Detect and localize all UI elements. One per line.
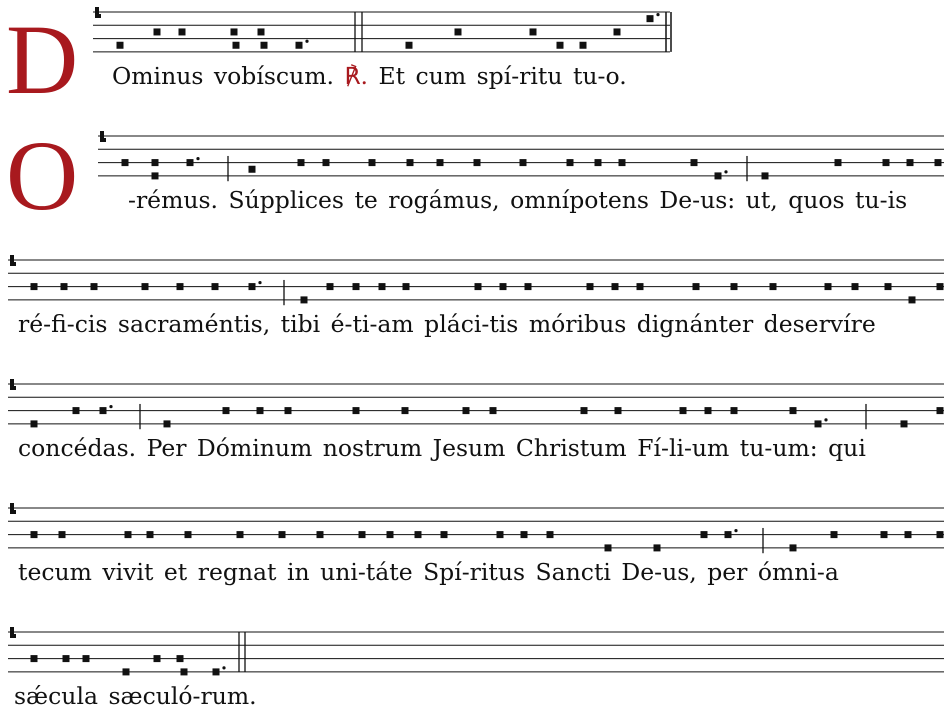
neume-note bbox=[547, 531, 554, 538]
neume-note bbox=[31, 655, 38, 662]
neume-note bbox=[790, 544, 797, 551]
neume-note bbox=[885, 283, 892, 290]
neume-note bbox=[905, 531, 912, 538]
mora-dot bbox=[109, 405, 112, 408]
mora-dot bbox=[734, 529, 737, 532]
response-sign: ℟. bbox=[344, 62, 368, 90]
neume-note bbox=[883, 159, 890, 166]
neume-note bbox=[725, 531, 732, 538]
lyric-line-2: -rémus. Súpplices te rogámus, omnípotens De-us: ut, quos tu-is bbox=[128, 186, 908, 214]
neume-note bbox=[279, 531, 286, 538]
neume-note bbox=[73, 407, 80, 414]
neume-note bbox=[181, 668, 188, 675]
neume-note bbox=[407, 159, 414, 166]
neume-note bbox=[154, 28, 161, 35]
neume-note bbox=[379, 283, 386, 290]
neume-note bbox=[154, 655, 161, 662]
neume-note bbox=[647, 15, 654, 22]
mora-dot bbox=[196, 157, 199, 160]
neume-note bbox=[500, 283, 507, 290]
neume-note bbox=[715, 172, 722, 179]
neume-note bbox=[147, 531, 154, 538]
lyric-line-5: tecum vivit et regnat in uni-táte Spí-ritus Sancti De-us, per ómni-a bbox=[18, 558, 839, 586]
lyric-line-3: ré-fi-cis sacraméntis, tibi é-ti-am pláci-tis móribus dignánter deservíre bbox=[18, 310, 876, 338]
neume-note bbox=[731, 283, 738, 290]
neume-note bbox=[693, 283, 700, 290]
neume-note bbox=[100, 407, 107, 414]
neume-note bbox=[490, 407, 497, 414]
neume-note bbox=[497, 531, 504, 538]
neume-note bbox=[937, 407, 944, 414]
neume-note bbox=[680, 407, 687, 414]
neume-note bbox=[520, 159, 527, 166]
neume-note bbox=[298, 159, 305, 166]
neume-note bbox=[179, 28, 186, 35]
neume-note bbox=[258, 28, 265, 35]
neume-note bbox=[881, 531, 888, 538]
neume-note bbox=[406, 42, 413, 49]
neume-note bbox=[83, 655, 90, 662]
mora-dot bbox=[305, 40, 308, 43]
mora-dot bbox=[222, 666, 225, 669]
neume-note bbox=[301, 296, 308, 303]
neume-note bbox=[790, 407, 797, 414]
neume-note bbox=[901, 420, 908, 427]
neume-note bbox=[415, 531, 422, 538]
neume-note bbox=[815, 420, 822, 427]
neume-note bbox=[31, 283, 38, 290]
neume-note bbox=[701, 531, 708, 538]
mora-dot bbox=[724, 170, 727, 173]
neume-note bbox=[61, 283, 68, 290]
neume-note bbox=[605, 544, 612, 551]
neume-note bbox=[257, 407, 264, 414]
neume-note bbox=[177, 283, 184, 290]
clef-mark bbox=[10, 262, 16, 266]
clef-mark bbox=[10, 510, 16, 514]
neume-note bbox=[835, 159, 842, 166]
neume-note bbox=[187, 159, 194, 166]
neume-note bbox=[831, 531, 838, 538]
neume-note bbox=[285, 407, 292, 414]
neume-note bbox=[369, 159, 376, 166]
neume-note bbox=[117, 42, 124, 49]
neume-note bbox=[353, 283, 360, 290]
neume-note bbox=[463, 407, 470, 414]
neume-note bbox=[937, 531, 944, 538]
neume-note bbox=[223, 407, 230, 414]
response-text: Et cum spí-ritu tu-o. bbox=[378, 62, 627, 90]
neume-note bbox=[63, 655, 70, 662]
neume-note bbox=[91, 283, 98, 290]
neume-note bbox=[937, 283, 944, 290]
neume-note bbox=[164, 420, 171, 427]
neume-note bbox=[296, 42, 303, 49]
neume-note bbox=[762, 172, 769, 179]
neume-note bbox=[521, 531, 528, 538]
neume-note bbox=[122, 159, 129, 166]
neume-note bbox=[359, 531, 366, 538]
neume-note bbox=[31, 531, 38, 538]
clef-mark bbox=[10, 386, 16, 390]
neume-note bbox=[317, 531, 324, 538]
neume-note bbox=[402, 407, 409, 414]
neume-note bbox=[654, 544, 661, 551]
neume-note bbox=[231, 28, 238, 35]
neume-note bbox=[909, 296, 916, 303]
neume-note bbox=[177, 655, 184, 662]
initial-letter-d: D bbox=[6, 4, 79, 115]
neume-note bbox=[125, 531, 132, 538]
neume-note bbox=[691, 159, 698, 166]
clef-mark bbox=[100, 138, 106, 142]
neume-note bbox=[261, 42, 268, 49]
neume-note bbox=[237, 531, 244, 538]
mora-dot bbox=[824, 418, 827, 421]
neume-note bbox=[595, 159, 602, 166]
clef-mark bbox=[95, 14, 101, 18]
neume-note bbox=[587, 283, 594, 290]
neume-note bbox=[152, 172, 159, 179]
neume-note bbox=[249, 283, 256, 290]
neume-note bbox=[770, 283, 777, 290]
versicle-text: Ominus vobíscum. bbox=[112, 62, 334, 90]
neume-note bbox=[233, 42, 240, 49]
neume-note bbox=[353, 407, 360, 414]
neume-note bbox=[474, 159, 481, 166]
lyric-line-6: sǽcula sæculó-rum. bbox=[14, 682, 257, 710]
lyric-line-4: concédas. Per Dóminum nostrum Jesum Christum Fí-li-um tu-um: qui bbox=[18, 434, 866, 462]
neume-note bbox=[327, 283, 334, 290]
neume-note bbox=[59, 531, 66, 538]
neume-note bbox=[580, 42, 587, 49]
neume-note bbox=[31, 420, 38, 427]
neume-note bbox=[387, 531, 394, 538]
neume-note bbox=[152, 159, 159, 166]
neume-note bbox=[441, 531, 448, 538]
neume-note bbox=[249, 166, 256, 173]
lyric-line-1 bbox=[112, 62, 627, 90]
neume-note bbox=[323, 159, 330, 166]
neume-note bbox=[455, 28, 462, 35]
neume-note bbox=[530, 28, 537, 35]
neume-note bbox=[705, 407, 712, 414]
clef-mark bbox=[10, 634, 16, 638]
mora-dot bbox=[258, 281, 261, 284]
neume-note bbox=[475, 283, 482, 290]
neume-note bbox=[935, 159, 942, 166]
neume-note bbox=[637, 283, 644, 290]
neume-note bbox=[213, 668, 220, 675]
neume-note bbox=[825, 283, 832, 290]
neume-note bbox=[907, 159, 914, 166]
neume-note bbox=[437, 159, 444, 166]
mora-dot bbox=[656, 13, 659, 16]
neume-note bbox=[525, 283, 532, 290]
neume-note bbox=[212, 283, 219, 290]
initial-letter-o: O bbox=[6, 120, 79, 231]
neume-note bbox=[615, 407, 622, 414]
neume-note bbox=[185, 531, 192, 538]
neume-note bbox=[142, 283, 149, 290]
neume-note bbox=[612, 283, 619, 290]
neume-note bbox=[123, 668, 130, 675]
neume-note bbox=[614, 28, 621, 35]
neume-note bbox=[557, 42, 564, 49]
neume-note bbox=[403, 283, 410, 290]
neume-note bbox=[619, 159, 626, 166]
neume-note bbox=[581, 407, 588, 414]
neume-note bbox=[852, 283, 859, 290]
neume-note bbox=[731, 407, 738, 414]
neume-note bbox=[567, 159, 574, 166]
